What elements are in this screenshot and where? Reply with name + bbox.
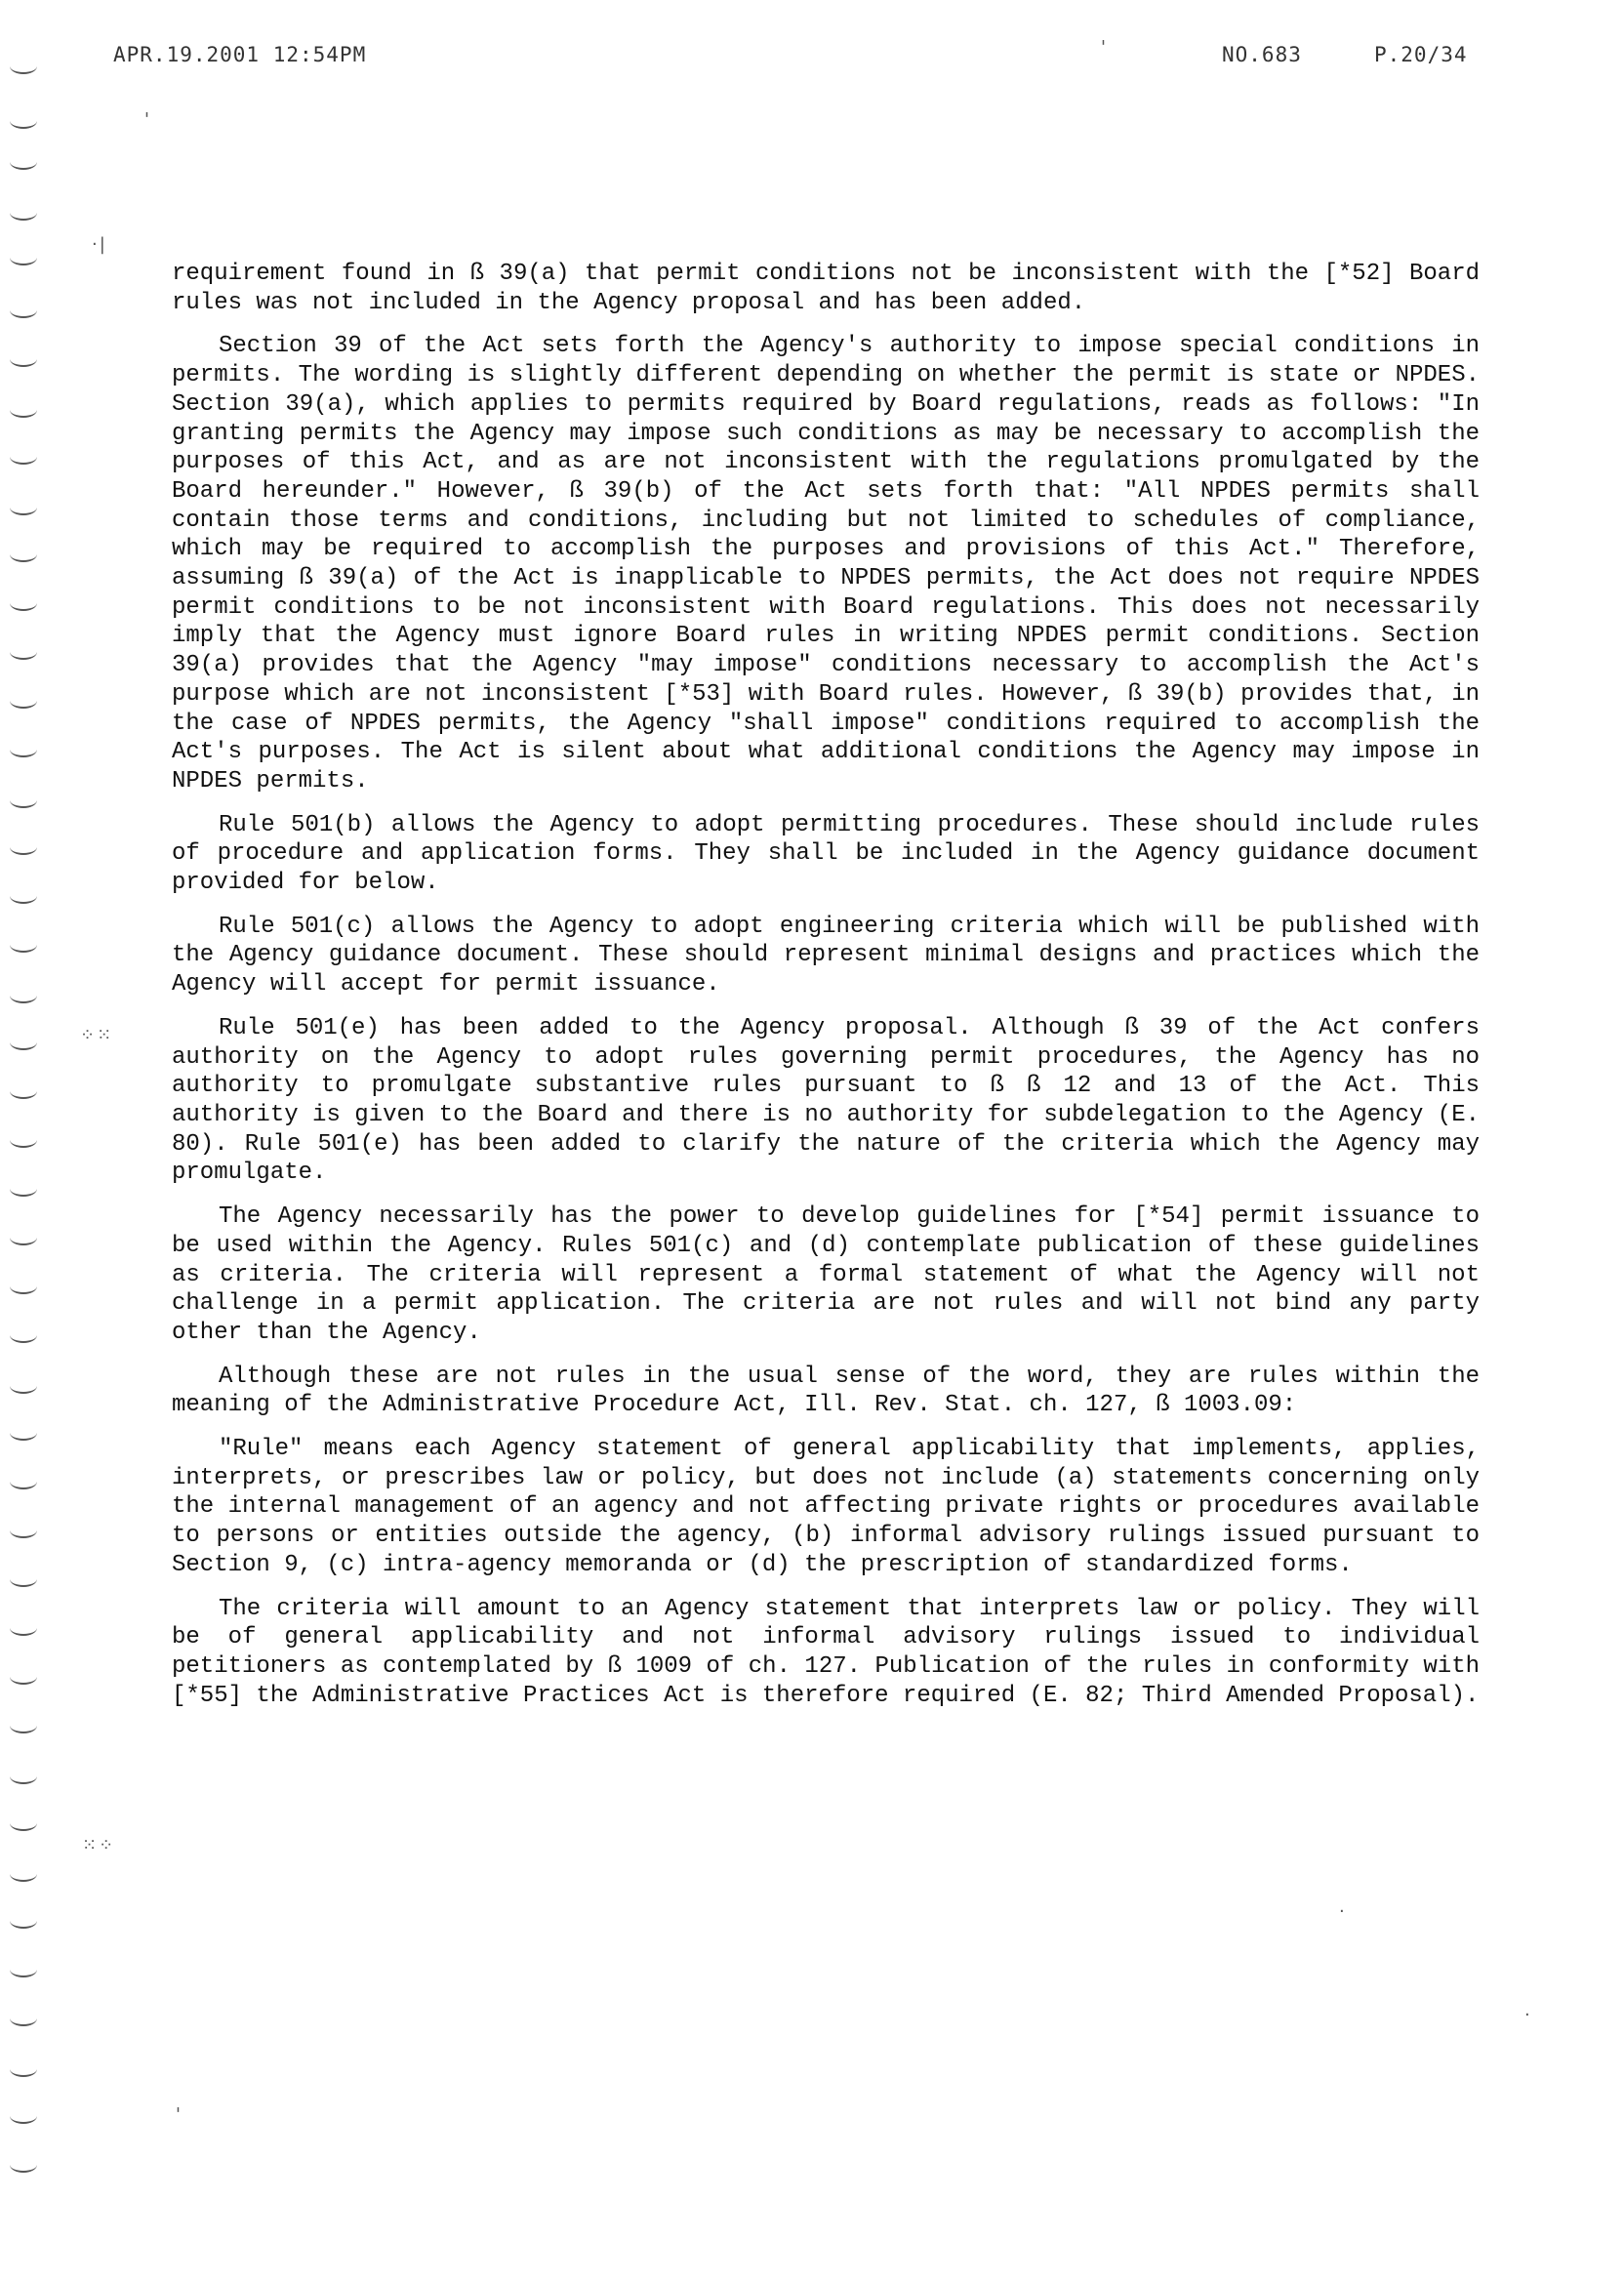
document-body [172,260,1480,1725]
paragraph: Although these are not rules in the usual sense of the word, they are rules within the meaning of the Administrative Procedure Act, Ill. Rev. Stat. ch. 127, ß 1003.09: [172,1363,1480,1419]
paragraph: requirement found in ß 39(a) that permit conditions not be inconsistent with the [*52] Board rules was not included in the Agency proposal and has been added. [172,261,1480,316]
scan-speck: ⁘⁙ [80,1025,114,1045]
scan-speck: · [1339,1901,1347,1922]
paragraph: Rule 501(e) has been added to the Agency proposal. Although ß 39 of the Act confers authority on the Agency to adopt rules governing permit procedures, the Agency has no authority to promulgate substantive rules pursuant to ß ß 12 and 13 of the Act. This authority is given to the Board and there is no authority for subdelegation to the Agency (E. 80). Rule 501(e) has been added to clarify the nature of the criteria which the Agency may promulgate. [172,1014,1480,1187]
scan-speck: · [1524,2005,1532,2025]
paragraph: The criteria will amount to an Agency statement that interprets law or policy. They will be of general applicability and not informal advisory rulings issued to individual petitioners as contemplated by ß 1009 of ch. 127. Publication of the rules in conformity with [*55] the Administrative Practices Act is therefore required (E. 82; Third Amended Proposal). [172,1595,1480,1709]
scan-speck: ⁙⁘ [82,1835,116,1855]
fax-datetime-header: APR.19.2001 12:54PM [113,43,367,66]
binding-marks [10,59,49,2186]
paragraph: Section 39 of the Act sets forth the Agency's authority to impose special conditions in permits. The wording is slightly different depending on whether the permit is state or NPDES. Section 39(a), which applies to permits required by Board regulations, reads as follows: "In granting permits the Agency may impose such conditions as may be necessary to accomplish the purposes of this Act, and as are not inconsistent with the regulations promulgated by the Board hereunder." However, ß 39(b) of the Act sets forth that: "All NPDES permits shall contain those terms and conditions, including but not limited to schedules of compliance, which may be required to accomplish the purposes and provisions of this Act." Therefore, assuming ß 39(a) of the Act is inapplicable to NPDES permits, the Act does not require NPDES permit conditions to be not inconsistent with Board regulations. This does not necessarily imply that the Agency must ignore Board rules in writing NPDES permit conditions. Section 39(a) provides that the Agency "may impose" conditions necessary to accomplish the Act's purpose which are not inconsistent [*53] with Board rules. However, ß 39(b) provides that, in the case of NPDES permits, the Agency "shall impose" conditions required to accomplish the Act's purposes. The Act is silent about what additional conditions the Agency may impose in NPDES permits. [172,333,1480,795]
scan-speck: ' [144,109,151,130]
scan-speck: ' [1101,37,1108,58]
scan-speck: ' [176,2104,183,2125]
page-number-header: P.20/34 [1374,43,1468,66]
block-quote: "Rule" means each Agency statement of general applicability that implements, applies, interprets, or prescribes law or policy, but does not include (a) statements concerning only the internal management of an agency and not affecting private rights or procedures available to persons or entities outside the agency, (b) informal advisory rulings issued pursuant to Section 9, (c) intra-agency memoranda or (d) the prescription of standardized forms. [172,1436,1480,1578]
paragraph: The Agency necessarily has the power to develop guidelines for [*54] permit issuance to be used within the Agency. Rules 501(c) and (d) contemplate publication of these guidelines as criteria. The criteria will represent a formal statement of what the Agency will not challenge in a permit application. The criteria are not rules and will not bind any party other than the Agency. [172,1203,1480,1346]
fax-number-header: NO.683 [1222,43,1302,66]
paragraph: Rule 501(c) allows the Agency to adopt engineering criteria which will be published with the Agency guidance document. These should represent minimal designs and practices which the Agency will accept for permit issuance. [172,913,1480,998]
scan-speck: ·| [92,234,107,255]
paragraph: Rule 501(b) allows the Agency to adopt permitting procedures. These should include rules of procedure and application forms. They shall be included in the Agency guidance document provided for below. [172,811,1480,897]
